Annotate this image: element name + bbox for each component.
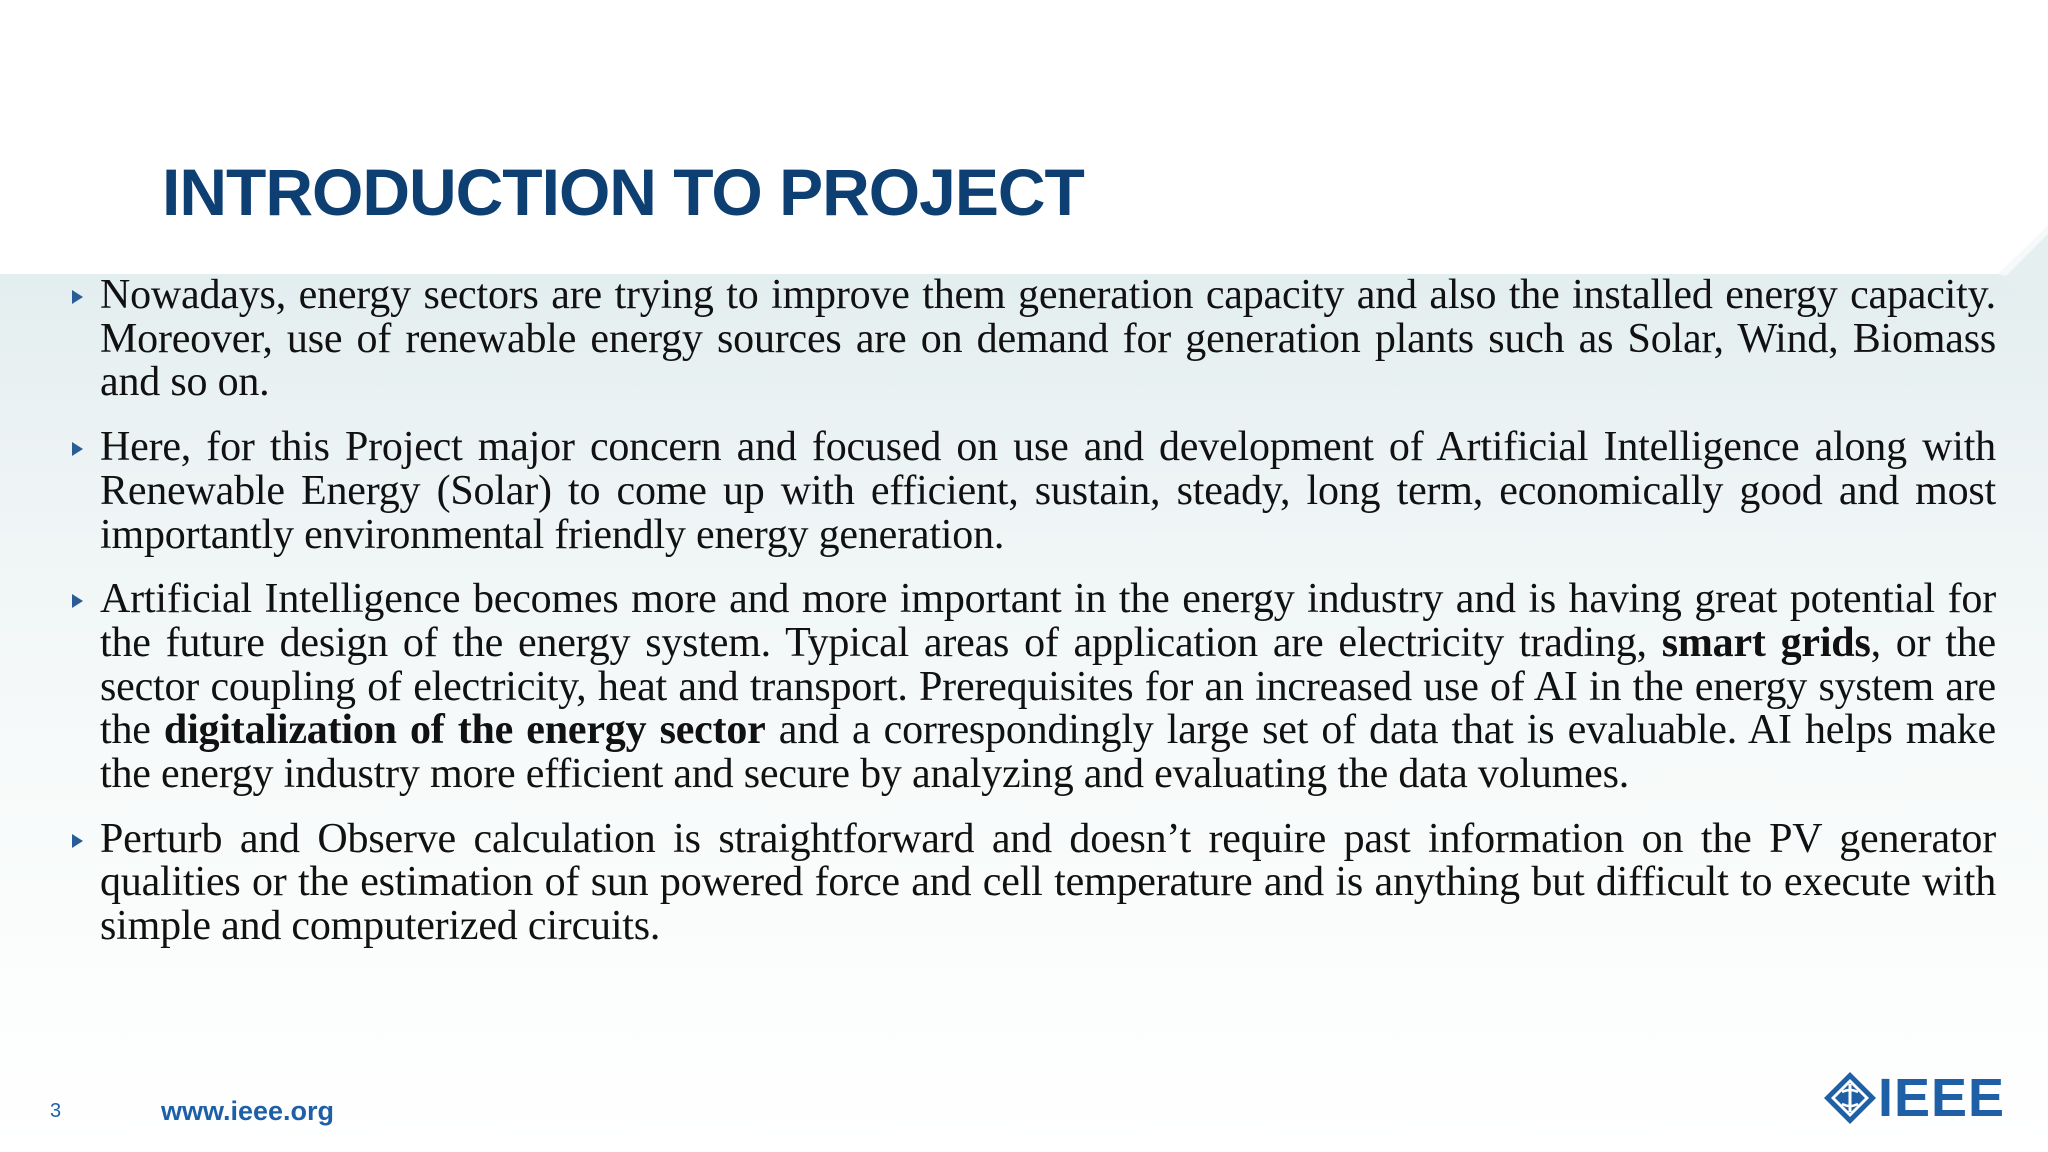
ieee-diamond-logo-icon	[1822, 1070, 1882, 1126]
ieee-logo-text: IEEE	[1878, 1068, 2006, 1128]
triangle-bullet-icon	[72, 594, 83, 608]
ieee-logo	[1822, 1070, 2005, 1126]
bullet-text: and a correspondingly large set of data that is evaluable. AI helps make the energy industry more efficient and secure by analyzing and evaluating the data volumes.	[100, 707, 1996, 798]
triangle-bullet-icon	[72, 442, 83, 456]
bullet-text: Artificial Intelligence becomes more and more important in the energy industry and is having great potential for the future design of the energy system. Typical areas of application are electricity trading,	[100, 576, 1996, 666]
page-number: 3	[50, 1100, 62, 1122]
website-link[interactable]: www.ieee.org	[161, 1096, 335, 1126]
bullet-item	[72, 274, 1996, 405]
bullet-text: Perturb and Observe calculation is straightforward and doesn’t require past information on the PV generator qualities or the estimation of sun powered force and cell temperature and is anything but difficult to execute with simple and computerized circuits.	[100, 815, 1996, 950]
bullet-item	[72, 426, 1996, 557]
bullet-text: Here, for this Project major concern and focused on use and development of Artificial Intelligence along with Renewable Energy (Solar) to come up with efficient, sustain, steady, long term, economically good and most importantly environmental friendly energy generation.	[100, 424, 1996, 558]
slide-title: INTRODUCTION TO PROJECT	[162, 155, 1084, 229]
triangle-bullet-icon	[72, 290, 83, 304]
bullet-item	[72, 815, 1996, 950]
bullet-text: Nowadays, energy sectors are trying to improve them generation capacity and also the installed energy capacity. Moreover, use of renewable energy sources are on demand for generation plants such as Solar, Wind, Biomass and so on.	[100, 272, 1996, 406]
corner-decoration	[1998, 226, 2048, 316]
bullet-item	[72, 578, 1996, 797]
triangle-bullet-icon	[72, 834, 83, 848]
bold-term: smart grids	[1661, 619, 1871, 666]
bold-term: digitalization of the energy sector	[163, 707, 766, 754]
bullet-text: , or the sector coupling of electricity, heat and transport. Prerequisites for an increased use of AI in the energy system are the	[100, 619, 1996, 754]
bullet-list	[72, 274, 1996, 970]
